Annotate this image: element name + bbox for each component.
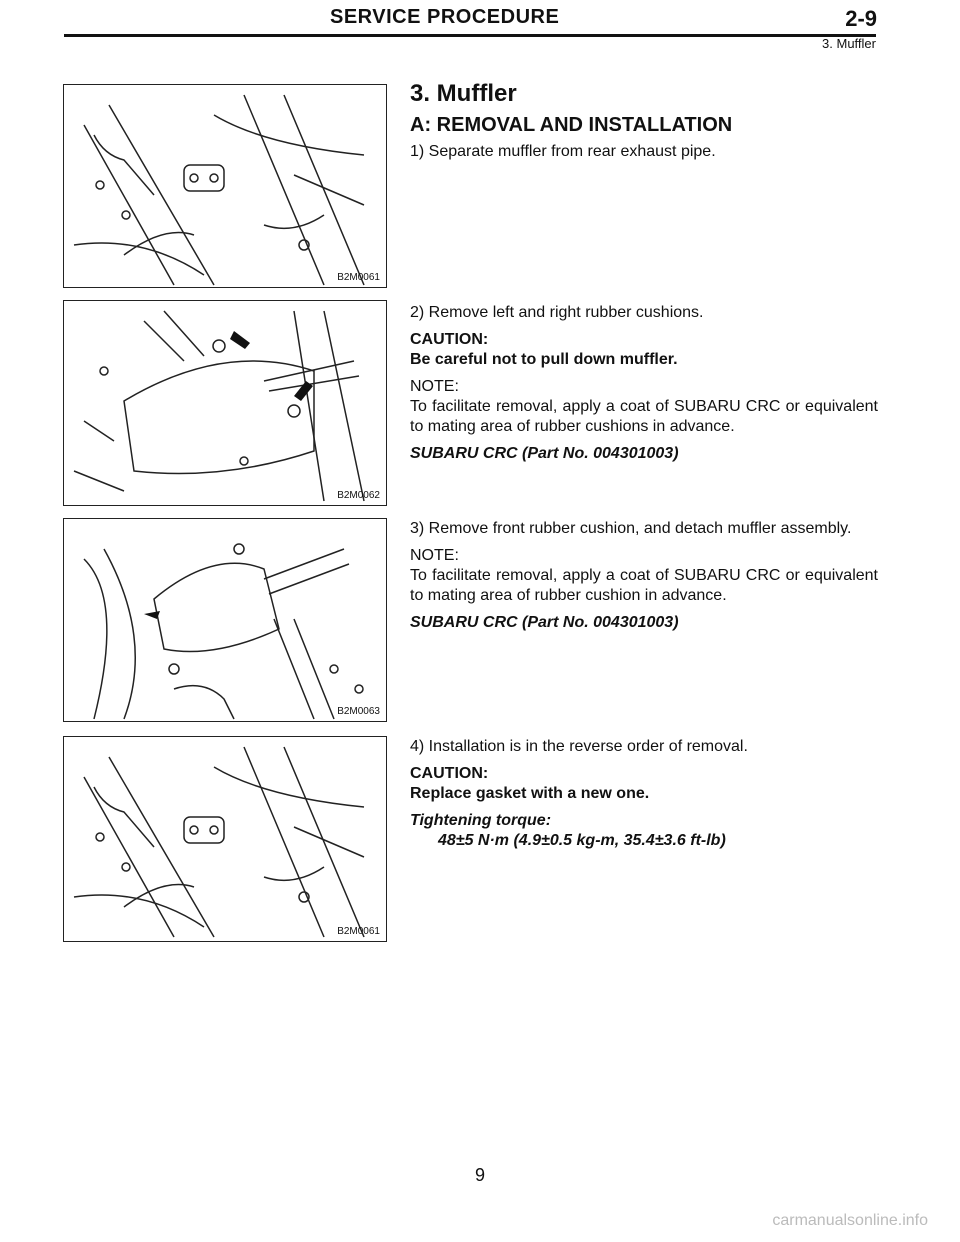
front-cushion-illustration-icon [64,519,387,722]
step-text: 3) Remove front rubber cushion, and detach muffler assembly. [410,520,852,537]
subsection-label: 3. Muffler [822,36,876,51]
section-title: SERVICE PROCEDURE [330,6,560,28]
figure-caption: B2M0061 [337,272,380,283]
step-text: 2) Remove left and right rubber cushions. [410,304,704,321]
note-text: To facilitate removal, apply a coat of SUBARU CRC or equivalent to mating area of rubber cushions in advance. [410,398,878,435]
note-text: To facilitate removal, apply a coat of SUBARU CRC or equivalent to mating area of rubber cushion in advance. [410,567,878,604]
step-text: 4) Installation is in the reverse order of removal. [410,738,748,755]
caution-label: CAUTION: [410,765,489,782]
step-4 [410,737,878,851]
note-label: NOTE: [410,547,459,564]
caution-text: Replace gasket with a new one. [410,785,650,802]
figure-3 [63,518,387,722]
figure-1 [63,84,387,288]
step-3 [410,519,878,640]
page-number: 9 [474,1165,485,1185]
watermark: carmanualsonline.info [772,1212,928,1229]
muffler-joint-illustration-icon [64,85,387,288]
step-text: 1) Separate muffler from rear exhaust pipe. [410,143,716,160]
figure-2 [63,300,387,506]
section-subtitle: A: REMOVAL AND INSTALLATION [410,114,733,136]
header-rule [64,34,876,37]
part-number: SUBARU CRC (Part No. 004301003) [410,614,679,631]
step-1 [410,142,878,169]
torque-value: 48±5 N·m (4.9±0.5 kg-m, 35.4±3.6 ft-lb) [438,832,726,849]
figure-4 [63,736,387,942]
figure-caption: B2M0061 [337,926,380,937]
muffler-joint-illustration-icon [64,737,387,942]
figure-caption: B2M0063 [337,706,380,717]
figure-caption: B2M0062 [337,490,380,501]
page-title: 3. Muffler [410,80,517,107]
step-2 [410,303,878,471]
caution-label: CAUTION: [410,331,489,348]
caution-text: Be careful not to pull down muffler. [410,351,678,368]
note-label: NOTE: [410,378,459,395]
part-number: SUBARU CRC (Part No. 004301003) [410,445,679,462]
torque-label: Tightening torque: [410,812,552,829]
rubber-cushions-illustration-icon [64,301,387,506]
section-number: 2-9 [845,6,877,31]
